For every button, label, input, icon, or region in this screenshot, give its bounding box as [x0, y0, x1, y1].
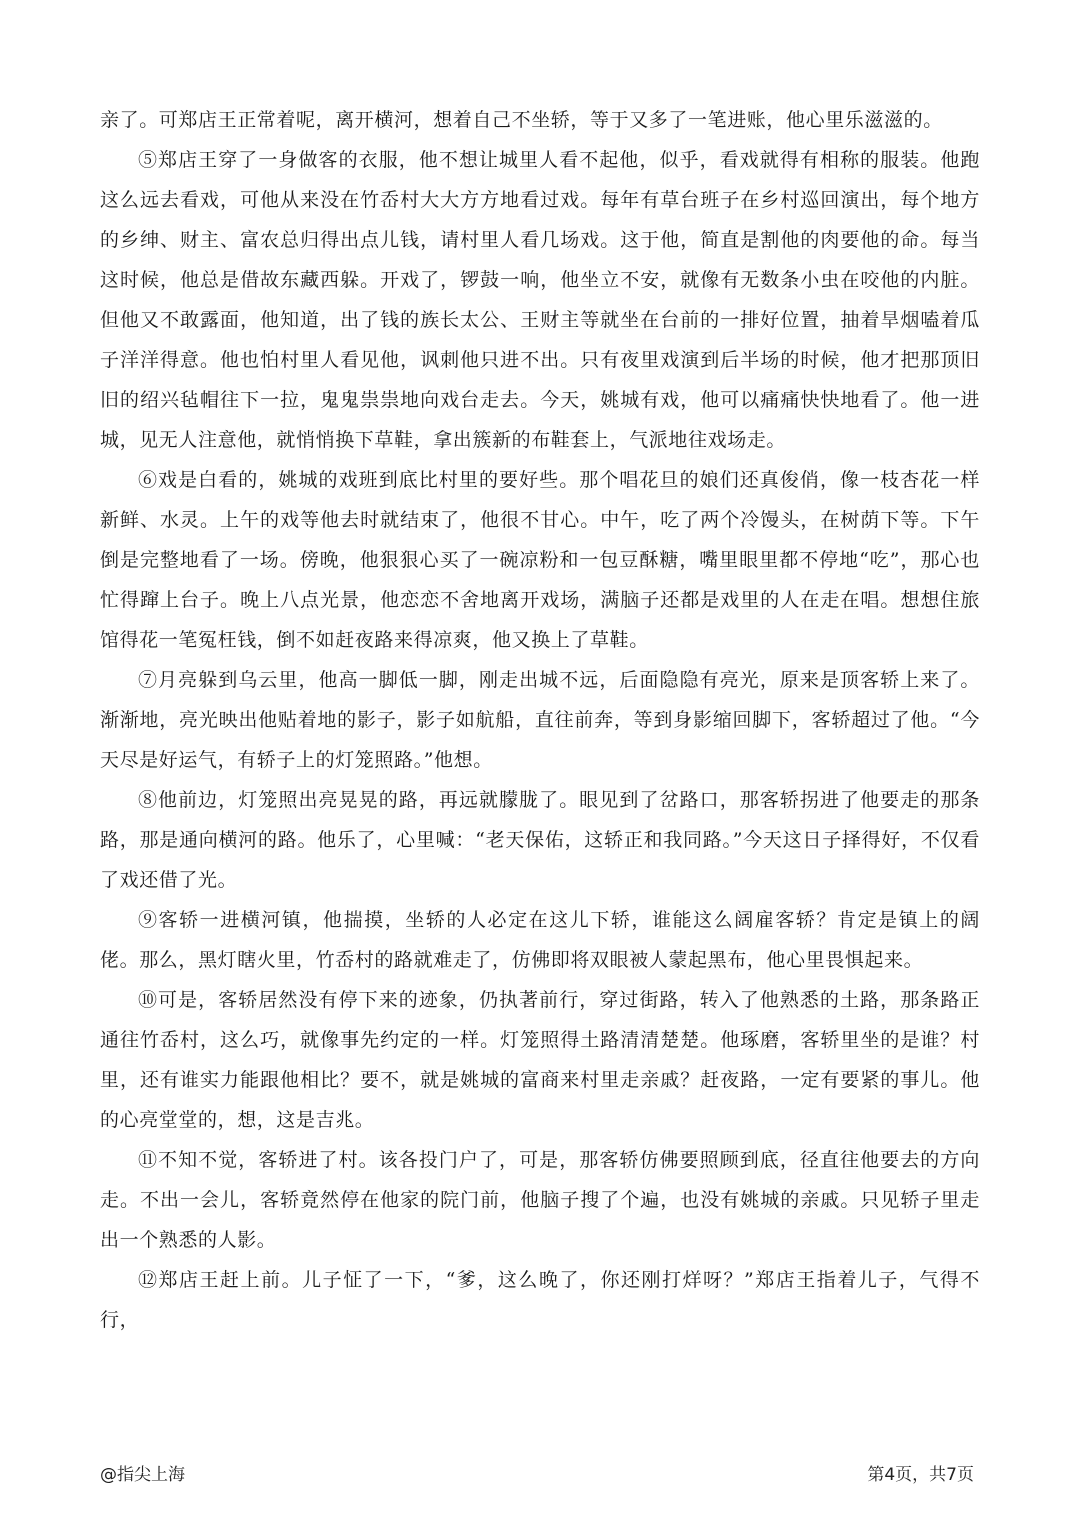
paragraph-8: ⑧他前边，灯笼照出亮晃晃的路，再远就朦胧了。眼见到了岔路口，那客轿拐进了他要走的那条路，那是通向横河的路。他乐了，心里喊：“老天保佑，这轿正和我同路。”今天这日子择得好，不仅看了戏还借了光。	[100, 789, 980, 891]
paragraph-continuation: 亲了。可郑店王正常着呢，离开横河，想着自己不坐轿，等于又多了一笔进账，他心里乐滋滋的。	[100, 109, 943, 131]
paragraph-5: ⑤郑店王穿了一身做客的衣服，他不想让城里人看不起他，似乎，看戏就得有相称的服装。他跑这么远去看戏，可他从来没在竹岙村大大方方地看过戏。每年有草台班子在乡村巡回演出，每个地方的乡绅、财主、富农总归得出点儿钱，请村里人看几场戏。这于他，简直是割他的肉要他的命。每当这时候，他总是借故东藏西躲。开戏了，锣鼓一响，他坐立不安，就像有无数条小虫在咬他的内脏。但他又不敢露面，他知道，出了钱的族长太公、王财主等就坐在台前的一排好位置，抽着旱烟嗑着瓜子洋洋得意。他也怕村里人看见他，讽刺他只进不出。只有夜里戏演到后半场的时候，他才把那顶旧旧的绍兴毡帽往下一拉，鬼鬼祟祟地向戏台走去。今天，姚城有戏，他可以痛痛快快地看了。他一进城，见无人注意他，就悄悄换下草鞋，拿出簇新的布鞋套上，气派地往戏场走。	[100, 149, 980, 451]
paragraph-11: ⑪不知不觉，客轿进了村。该各投门户了，可是，那客轿仿佛要照顾到底，径直往他要去的方向走。不出一会儿，客轿竟然停在他家的院门前，他脑子搜了个遍，也没有姚城的亲戚。只见轿子里走出一个熟悉的人影。	[100, 1149, 980, 1251]
paragraph-12: ⑫郑店王赶上前。儿子怔了一下，“爹，这么晚了，你还刚打烊呀？”郑店王指着儿子，气得不行，	[100, 1269, 980, 1331]
footer-source: @指尖上海	[100, 1465, 185, 1485]
paragraph-10: ⑩可是，客轿居然没有停下来的迹象，仍执著前行，穿过街路，转入了他熟悉的土路，那条路正通往竹岙村，这么巧，就像事先约定的一样。灯笼照得土路清清楚楚。他琢磨，客轿里坐的是谁？村里，还有谁实力能跟他相比？要不，就是姚城的富商来村里走亲戚？赶夜路，一定有要紧的事儿。他的心亮堂堂的，想，这是吉兆。	[100, 989, 980, 1131]
footer-page-number: 第4页，共7页	[867, 1465, 974, 1485]
article-body	[100, 100, 980, 1340]
paragraph-9: ⑨客轿一进横河镇，他揣摸，坐轿的人必定在这儿下轿，谁能这么阔雇客轿？肯定是镇上的阔佬。那么，黑灯瞎火里，竹岙村的路就难走了，仿佛即将双眼被人蒙起黑布，他心里畏惧起来。	[100, 909, 980, 971]
paragraph-6: ⑥戏是白看的，姚城的戏班到底比村里的要好些。那个唱花旦的娘们还真俊俏，像一枝杏花一样新鲜、水灵。上午的戏等他去时就结束了，他很不甘心。中午，吃了两个冷馒头，在树荫下等。下午倒是完整地看了一场。傍晚，他狠狠心买了一碗凉粉和一包豆酥糖，嘴里眼里都不停地“吃”，那心也忙得蹿上台子。晚上八点光景，他恋恋不舍地离开戏场，满脑子还都是戏里的人在走在唱。想想住旅馆得花一笔冤枉钱，倒不如赶夜路来得凉爽，他又换上了草鞋。	[100, 469, 980, 651]
paragraph-7: ⑦月亮躲到乌云里，他高一脚低一脚，刚走出城不远，后面隐隐有亮光，原来是顶客轿上来了。渐渐地，亮光映出他贴着地的影子，影子如航船，直往前奔，等到身影缩回脚下，客轿超过了他。“今天尽是好运气，有轿子上的灯笼照路。”他想。	[100, 669, 980, 771]
